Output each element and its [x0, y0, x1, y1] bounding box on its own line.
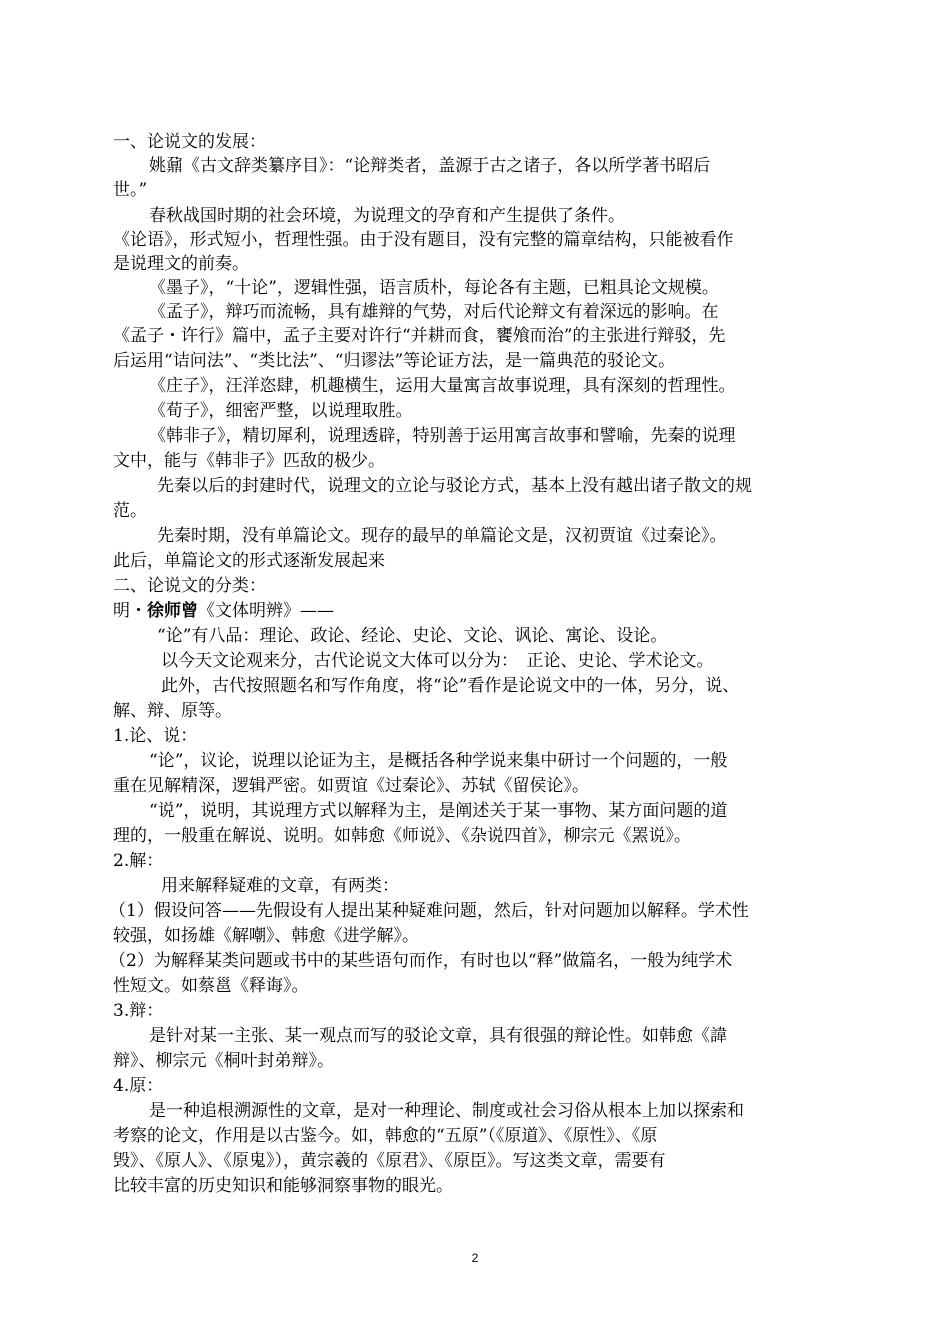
paragraph-line: 《孟子・许行》篇中，孟子主要对许行“并耕而食，饔飧而治”的主张进行辩驳，先: [113, 326, 726, 346]
paragraph-line: 用来解释疑难的文章，有两类：: [161, 876, 399, 896]
paragraph-line: “论”有八品：理论、政论、经论、史论、文论、讽论、寓论、设论。: [157, 626, 668, 646]
paragraph-line: 《论语》，形式短小，哲理性强。由于没有题目，没有完整的篇章结构，只能被看作: [113, 230, 734, 250]
author-name: 徐师曾: [147, 601, 198, 621]
paragraph-line: 是说理文的前奏。: [113, 254, 249, 274]
paragraph-line: 重在见解精深，逻辑严密。如贾谊《过秦论》、苏轼《留侯论》。: [113, 776, 589, 796]
paragraph-line: 春秋战国时期的社会环境，为说理文的孕育和产生提供了条件。: [149, 206, 625, 226]
subheading-jie: 2.解：: [113, 851, 164, 871]
paragraph-line: 此后，单篇论文的形式逐渐发展起来: [113, 551, 385, 571]
paragraph-line: 《韩非子》，精切犀利，说理透辟，特别善于运用寓言故事和譬喻，先秦的说理: [149, 426, 736, 446]
paragraph-line: 毁》、《原人》、《原鬼》），黄宗羲的《原君》、《原臣》。写这类文章，需要有: [113, 1151, 666, 1171]
paragraph-line: “论”，议论，说理以论证为主，是概括各种学说来集中研讨一个问题的，一般: [149, 751, 728, 771]
paragraph-line: 性短文。如蔡邕《释诲》。: [113, 976, 309, 996]
paragraph-line: （1）假设问答——先假设有人提出某种疑难问题，然后，针对问题加以解释。学术性: [109, 901, 749, 921]
subheading-bian: 3.辩：: [113, 1001, 164, 1021]
paragraph-line: 先秦时期，没有单篇论文。现存的最早的单篇论文是，汉初贾谊《过秦论》。: [157, 526, 727, 546]
paragraph-line: 考察的论文，作用是以古鉴今。如，韩愈的“五原”（《原道》、《原性》、《原: [113, 1126, 658, 1146]
paragraph-line: 以今天文论观来分，古代论说文大体可以分为： 正论、史论、学术论文。: [161, 651, 714, 671]
paragraph-line: 先秦以后的封建时代，说理文的立论与驳论方式，基本上没有越出诸子散文的规: [157, 476, 752, 496]
dynasty-label: 明・: [113, 601, 147, 621]
paragraph-line: 是针对某一主张、某一观点而写的驳论文章，具有很强的辩论性。如韩愈《諱: [149, 1026, 727, 1046]
paragraph-line: 较强，如扬雄《解嘲》、韩愈《进学解》。: [113, 926, 419, 946]
heading-classification: 二、论说文的分类：: [113, 576, 266, 596]
paragraph-line: 后运用“诘问法”、“类比法”、“归谬法”等论证方法，是一篇典范的驳论文。: [113, 351, 676, 371]
paragraph-line: （2）为解释某类问题或书中的某些语句而作，有时也以“释”做篇名，一般为纯学术: [109, 951, 733, 971]
paragraph-line: 范。: [113, 501, 147, 521]
paragraph-line: 《墨子》，“十论”，逻辑性强，语言质朴，每论各有主题，已粗具论文规模。: [149, 278, 719, 298]
paragraph-line: 文中，能与《韩非子》匹敌的极少。: [113, 451, 385, 471]
paragraph-line: 姚鼐《古文辞类纂序目》：“论辩类者，盖源于古之诸子，各以所学著书昭后: [149, 156, 711, 176]
paragraph-line: 比较丰富的历史知识和能够洞察事物的眼光。: [113, 1176, 453, 1196]
paragraph-line: 此外，古代按照题名和写作角度，将“论”看作是论说文中的一体，另分，说、: [161, 676, 740, 696]
source-line: [113, 599, 334, 623]
subheading-lun-shuo: 1.论、说：: [113, 726, 198, 746]
paragraph-line: 《荀子》，细密严整，以说理取胜。: [149, 401, 413, 421]
paragraph-line: 世。”: [113, 180, 148, 200]
page-number: 2: [471, 1251, 479, 1265]
subheading-yuan: 4.原：: [113, 1076, 164, 1096]
paragraph-line: 理的，一般重在解说、说明。如韩愈《师说》、《杂说四首》，柳宗元《罴说》。: [113, 826, 691, 846]
heading-development: 一、论说文的发展：: [113, 132, 266, 152]
paragraph-line: 辩》、柳宗元《桐叶封弟辩》。: [113, 1051, 334, 1071]
paragraph-line: “说”，说明，其说理方式以解释为主，是阐述关于某一事物、某方面问题的道: [149, 801, 728, 821]
book-title: 《文体明辨》——: [198, 601, 334, 621]
paragraph-line: 是一种追根溯源性的文章，是对一种理论、制度或社会习俗从根本上加以探索和: [149, 1101, 744, 1121]
paragraph-line: 《庄子》，汪洋恣肆，机趣横生，运用大量寓言故事说理，具有深刻的哲理性。: [149, 376, 736, 396]
paragraph-line: 《孟子》，辩巧而流畅，具有雄辩的气势，对后代论辩文有着深远的影响。在: [149, 302, 719, 322]
paragraph-line: 解、辩、原等。: [113, 701, 232, 721]
